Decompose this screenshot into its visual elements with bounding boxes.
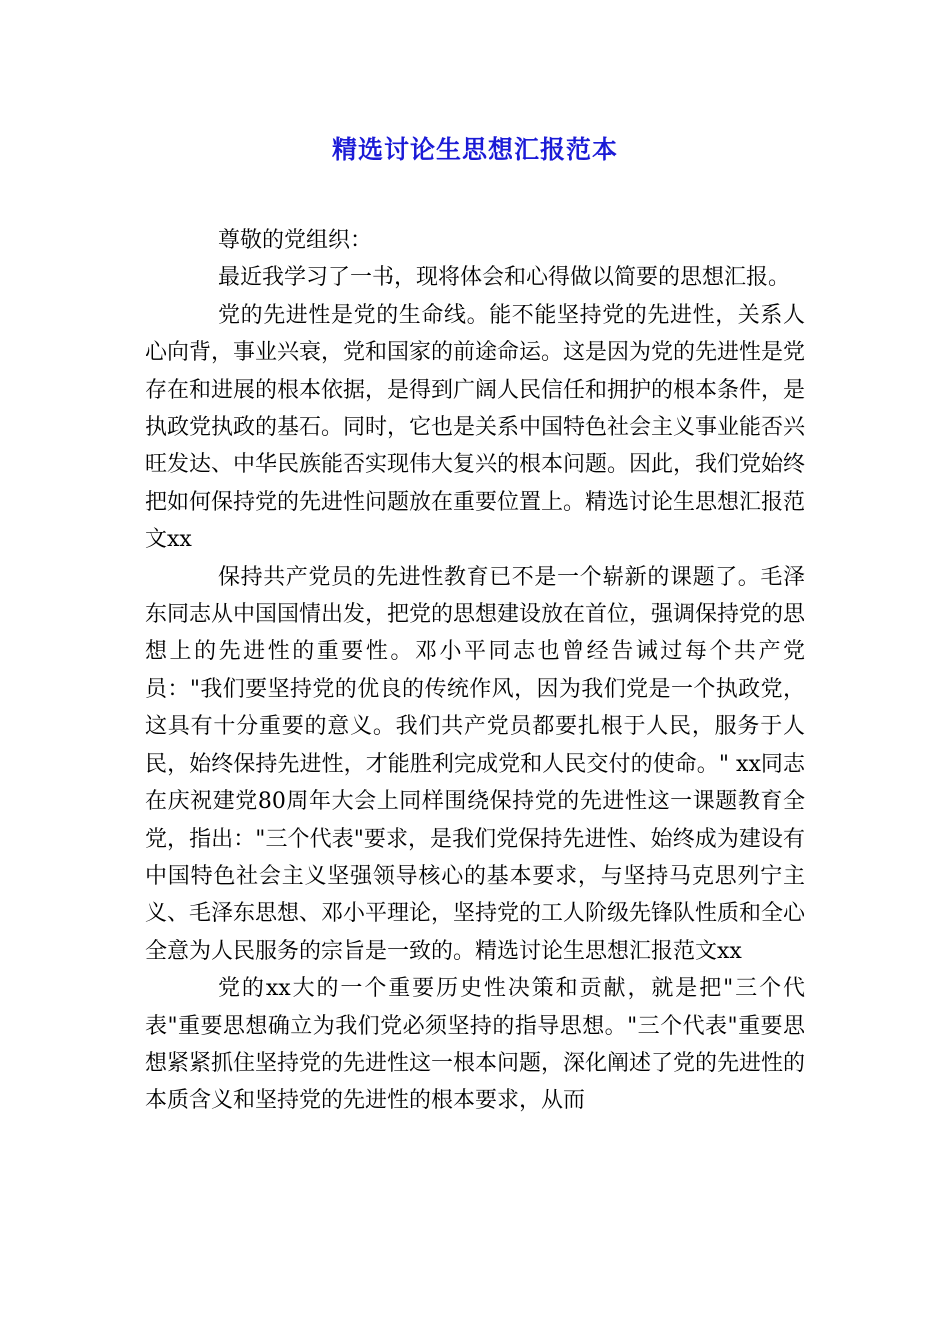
paragraph-2: 党的先进性是党的生命线。能不能坚持党的先进性，关系人心向背，事业兴衰，党和国家的前途命运。这是因为党的先进性是党存在和进展的根本依据，是得到广阔人民信任和拥护的根本条件，是执政党执政的基石。同时，它也是关系中国特色社会主义事业能否兴旺发达、中华民族能否实现伟大复兴的根本问题。因此，我们党始终把如何保持党的先进性问题放在重要位置上。精选讨论生思想汇报范文xx [145, 302, 806, 553]
document-title: 精选讨论生思想汇报范本 [331, 135, 618, 164]
paragraph-1: 最近我学习了一书，现将体会和心得做以简要的思想汇报。 [218, 265, 791, 291]
salutation: 尊敬的党组织： [218, 228, 373, 253]
document-body [145, 222, 805, 1120]
paragraph-3: 保持共产党员的先进性教育已不是一个崭新的课题了。毛泽东同志从中国国情出发，把党的思想建设放在首位，强调保持党的思想上的先进性的重要性。邓小平同志也曾经告诫过每个共产党员："我们要坚持党的优良的传统作风，因为我们党是一个执政党，这具有十分重要的意义。我们共产党员都要扎根于人民，服务于人民，始终保持先进性，才能胜利完成党和人民交付的使命。" xx同志在庆祝建党80周年大会上同样围绕保持党的先进性这一课题教育全党，指出："三个代表"要求，是我们党保持先进性、始终成为建设有中国特色社会主义坚强领导核心的基本要求，与坚持马克思列宁主义、毛泽东思想、邓小平理论，坚持党的工人阶级先锋队性质和全心全意为人民服务的宗旨是一致的。精选讨论生思想汇报范文xx [145, 564, 806, 964]
paragraph-4: 党的xx大的一个重要历史性决策和贡献，就是把"三个代表"重要思想确立为我们党必须坚持的指导思想。"三个代表"重要思想紧紧抓住坚持党的先进性这一根本问题，深化阐述了党的先进性的本质含义和坚持党的先进性的根本要求，从而 [145, 976, 806, 1114]
